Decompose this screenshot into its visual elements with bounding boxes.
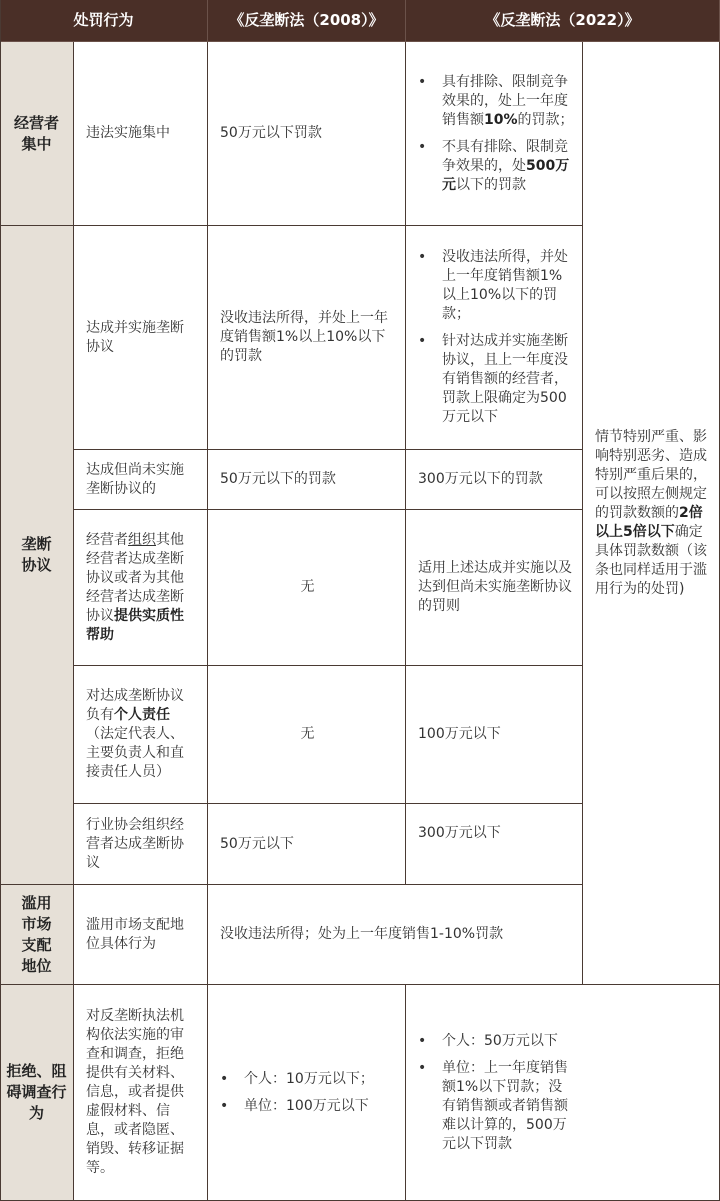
- text: 经营者: [86, 531, 128, 548]
- category-concentration-label: 经营者集中: [13, 113, 59, 153]
- row-association-behavior: [74, 804, 208, 885]
- category-abuse: [0, 885, 74, 985]
- text-emphasis: 个人责任: [114, 707, 170, 723]
- category-obstruction-label: 拒绝、阻碍调查行为: [6, 1062, 67, 1122]
- row-agreement-not-implemented-behavior-text: 达成但尚未实施垄断协议的: [86, 461, 184, 497]
- row-association-2008: [208, 804, 406, 885]
- row-concentration-2022: [406, 42, 583, 226]
- row-organizer-2022: [406, 510, 583, 666]
- row-personal-liability-2022-text: 100万元以下: [418, 726, 501, 742]
- row-concentration-2022-list: [406, 73, 574, 195]
- header-behavior-label: 处罚行为: [73, 11, 134, 29]
- text-emphasis: 10%: [484, 111, 518, 128]
- text: 没收违法所得，并处上一年度销售额1%以上10%以下的罚款；: [442, 249, 568, 322]
- text: 对达成垄断协议负有: [86, 688, 184, 723]
- text: 不具有排除、限制竞争效果的，处: [442, 138, 568, 174]
- list-item: [406, 1059, 574, 1154]
- row-obstruction-2022-list: [406, 1032, 574, 1154]
- category-obstruction: [0, 985, 74, 1201]
- header-law-2022: [406, 0, 720, 42]
- bullet-icon: •: [418, 1059, 427, 1076]
- row-agreement-not-implemented-2008-text: 50万元以下的罚款: [220, 471, 336, 487]
- list-item: [208, 1070, 374, 1089]
- row-organizer-2008: [208, 510, 406, 666]
- row-agreement-implemented-2008: [208, 226, 406, 450]
- row-obstruction-behavior-text: 对反垄断执法机构依法实施的审查和调查，拒绝提供有关材料、信息，或者提供虚假材料、信息，或者隐匿、销毁、转移证据等。: [86, 1008, 184, 1176]
- text-underlined: 组织: [128, 531, 156, 548]
- side-note-aggravated-penalty: [583, 42, 720, 985]
- text: 个人：10万元以下；: [244, 1070, 374, 1087]
- text: 单位：100万元以下: [244, 1097, 369, 1114]
- text: 以下的罚款: [456, 176, 526, 193]
- row-organizer-behavior-text: [86, 531, 197, 645]
- bullet-icon: •: [418, 73, 427, 90]
- row-agreement-implemented-behavior: [74, 226, 208, 450]
- bullet-icon: •: [220, 1097, 229, 1114]
- row-organizer-behavior: [74, 510, 208, 666]
- row-association-2022: [406, 804, 583, 885]
- text: 针对达成并实施垄断协议，且上一年度没有销售额的经营者，罚款上限确定为500万元以下: [442, 333, 568, 425]
- row-organizer-2008-text: 无: [300, 579, 315, 595]
- list-item: [406, 1032, 574, 1051]
- text: 其他经营者达成垄断协议或者为其他经营者达成垄断协议: [86, 531, 184, 624]
- list-item: [406, 332, 574, 427]
- row-personal-liability-behavior: [74, 666, 208, 804]
- category-concentration: [0, 42, 74, 226]
- header-law-2022-label: 《反垄断法（2022）》: [485, 11, 640, 29]
- list-item: [406, 138, 574, 195]
- row-association-2022-text: 300万元以下: [418, 825, 501, 841]
- row-abuse-behavior-text: 滥用市场支配地位具体行为: [86, 916, 184, 952]
- category-abuse-label: 滥用市场支配地位: [21, 893, 52, 975]
- bullet-icon: •: [418, 1032, 427, 1049]
- header-law-2008: [208, 0, 406, 42]
- row-concentration-behavior-text: 违法实施集中: [86, 125, 170, 141]
- row-concentration-2008: [208, 42, 406, 226]
- bullet-icon: •: [418, 249, 427, 265]
- text: 确定具体罚款数额（该条也同样适用于滥用行为的处罚): [595, 523, 707, 597]
- text: 的罚款；: [517, 111, 574, 128]
- row-personal-liability-2022: [406, 666, 583, 804]
- row-obstruction-2008-list: [208, 1070, 374, 1116]
- text-emphasis: 2倍以上5倍以下: [595, 504, 703, 540]
- text: 具有排除、限制竞争效果的，处上一年度销售额: [442, 73, 568, 128]
- row-agreement-implemented-behavior-text: 达成并实施垄断协议: [86, 319, 184, 355]
- row-concentration-behavior: [74, 42, 208, 226]
- side-note-text: [595, 428, 711, 599]
- row-agreement-not-implemented-2022-text: 300万元以下的罚款: [418, 471, 543, 487]
- row-agreement-implemented-2022: [406, 226, 583, 450]
- row-obstruction-behavior: [74, 985, 208, 1201]
- row-abuse-behavior: [74, 885, 208, 985]
- list-item: [406, 73, 574, 130]
- header-law-2008-label: 《反垄断法（2008）》: [229, 11, 384, 29]
- row-agreement-not-implemented-2008: [208, 450, 406, 510]
- row-personal-liability-2008: [208, 666, 406, 804]
- row-association-2008-text: 50万元以下: [220, 835, 294, 852]
- text-emphasis: 提供实质性帮助: [86, 607, 184, 643]
- row-organizer-2022-text: 适用上述达成并实施以及达到但尚未实施垄断协议的罚则: [418, 560, 572, 614]
- category-monopoly-agreement-label: 垄断协议: [21, 535, 52, 574]
- text: 个人：50万元以下: [442, 1032, 558, 1049]
- text: 单位：上一年度销售额1%以下罚款；没有销售额或者销售额难以计算的，500万元以下罚款: [442, 1059, 568, 1152]
- row-abuse-penalty-text: 没收违法所得；处为上一年度销售1-10%罚款: [220, 926, 504, 942]
- bullet-icon: •: [220, 1070, 229, 1087]
- list-item: [208, 1097, 374, 1116]
- row-personal-liability-behavior-text: [86, 687, 197, 782]
- text: 情节特别严重、影响特别恶劣、造成特别严重后果的，可以按照左侧规定的罚款数额的: [595, 428, 707, 521]
- row-agreement-implemented-2008-text: 没收违法所得，并处上一年度销售额1%以上10%以下的罚款: [220, 310, 388, 364]
- row-agreement-implemented-2022-list: [406, 248, 574, 427]
- row-association-behavior-text: 行业协会组织经营者达成垄断协议: [86, 816, 184, 871]
- row-agreement-not-implemented-behavior: [74, 450, 208, 510]
- text-emphasis: 500万元: [442, 157, 570, 193]
- text: （法定代表人、主要负责人和直接责任人员）: [86, 726, 184, 780]
- row-abuse-penalty-merged: [208, 885, 583, 985]
- row-agreement-not-implemented-2022: [406, 450, 583, 510]
- row-obstruction-2008: [208, 985, 406, 1201]
- row-personal-liability-2008-text: 无: [300, 726, 315, 742]
- bullet-icon: •: [418, 333, 427, 349]
- list-item: [406, 248, 574, 324]
- row-concentration-2008-text: 50万元以下罚款: [220, 125, 322, 141]
- row-obstruction-2022: [406, 985, 720, 1201]
- category-monopoly-agreement: [0, 226, 74, 885]
- header-behavior: [0, 0, 208, 42]
- bullet-icon: •: [418, 138, 427, 155]
